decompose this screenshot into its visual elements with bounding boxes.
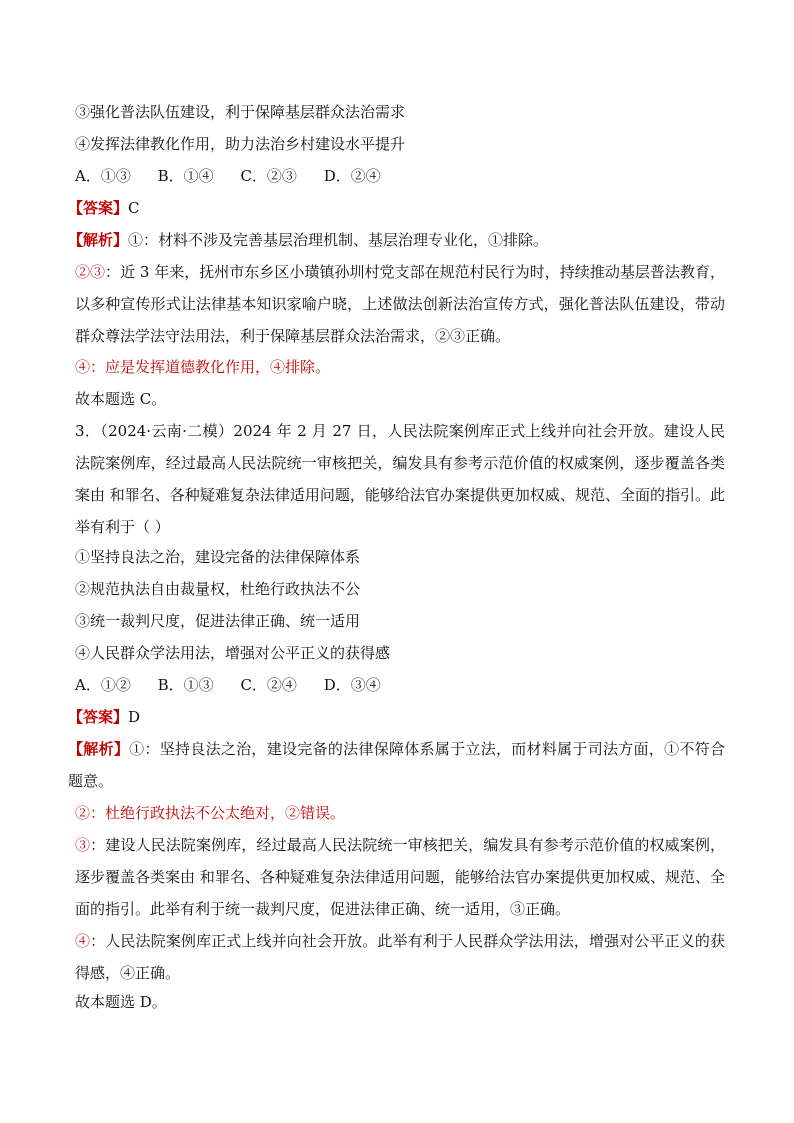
q3-analysis-2: ②：杜绝行政执法不公太绝对，②错误。 — [75, 804, 346, 822]
q3-option-3: ③统一裁判尺度，促进法律正确、统一适用 — [75, 612, 361, 630]
answer-value: D — [128, 708, 141, 726]
analysis-text: ①：材料不涉及完善基层治理机制、基层治理专业化，①排除。 — [128, 231, 549, 249]
q2-analysis-2 — [75, 256, 725, 352]
q3-choices — [75, 674, 725, 696]
q2-analysis-3: ④：应是发挥道德教化作用，④排除。 — [75, 358, 331, 376]
q2-option-3: ③强化普法队伍建设，利于保障基层群众法治需求 — [75, 103, 406, 121]
q2-choice-d: D．②④ — [323, 167, 381, 185]
q3-option-4: ④人民群众学法用法，增强对公平正义的获得感 — [75, 644, 391, 662]
analysis-marker: ④ — [75, 932, 91, 950]
q2-option-4: ④发挥法律教化作用，助力法治乡村建设水平提升 — [75, 135, 406, 153]
q2-choice-a: A．①③ — [75, 167, 131, 185]
q3-analysis-1 — [68, 733, 725, 797]
q3-choice-a: A．①② — [75, 676, 131, 694]
answer-value: C — [128, 199, 140, 217]
analysis-marker: ②③ — [75, 263, 106, 281]
q3-choice-d: D．③④ — [323, 676, 381, 694]
answer-label: 【答案】 — [68, 708, 129, 726]
q3-stem: 3．（2024·云南·二模）2024 年 2 月 27 日，人民法院案例库正式上线并向社会开放。建设人民法院案例库，经过最高人民法院统一审核把关，编发具有参考示范价值的权威案例，逐步覆盖各类案由 和罪名、各种疑难复杂法律适用问题，能够给法官办案提供更加权威、规范、全面的指引。此举有利于（ ） — [75, 422, 725, 536]
q3-option-1: ①坚持良法之治，建设完备的法律保障体系 — [75, 548, 361, 566]
analysis-text: ①：坚持良法之治，建设完备的法律保障体系属于立法，而材料属于司法方面，①不符合题意。 — [68, 740, 725, 790]
q2-choices — [75, 165, 725, 187]
analysis-label: 【解析】 — [68, 740, 130, 758]
q2-choice-c: C．②③ — [240, 167, 297, 185]
q3-conclusion: 故本题选 D。 — [75, 993, 167, 1011]
q3-choice-c: C．②④ — [240, 676, 297, 694]
q2-analysis-1 — [68, 229, 718, 251]
q3-analysis-4 — [75, 925, 725, 989]
q2-answer — [68, 197, 718, 219]
q2-conclusion: 故本题选 C。 — [75, 390, 167, 408]
analysis-text: ：人民法院案例库正式上线并向社会开放。此举有利于人民群众学法用法，增强对公平正义的获得感，④正确。 — [75, 932, 725, 982]
q3-option-2: ②规范执法自由裁量权，杜绝行政执法不公 — [75, 580, 361, 598]
q2-choice-b: B．①④ — [157, 167, 214, 185]
analysis-text: ：建设人民法院案例库，经过最高人民法院统一审核把关，编发具有参考示范价值的权威案例，逐步覆盖各类案由 和罪名、各种疑难复杂法律适用问题，能够给法官办案提供更加权威、规范、全面的指引。此举有利于统一裁判尺度，促进法律正确、统一适用，③正确。 — [75, 836, 725, 918]
q3-answer — [68, 706, 718, 728]
q3-analysis-3 — [75, 829, 725, 925]
analysis-marker: ③ — [75, 836, 91, 854]
q3-choice-b: B．①③ — [157, 676, 214, 694]
analysis-text: ：近 3 年来，抚州市东乡区小璜镇孙圳村党支部在规范村民行为时，持续推动基层普法教育，以多种宣传形式让法律基本知识家喻户晓，上述做法创新法治宣传方式，强化普法队伍建设，带动群众尊法学法守法用法，利于保障基层群众法治需求，②③正确。 — [75, 263, 725, 345]
answer-label: 【答案】 — [68, 199, 129, 217]
analysis-label: 【解析】 — [68, 231, 129, 249]
